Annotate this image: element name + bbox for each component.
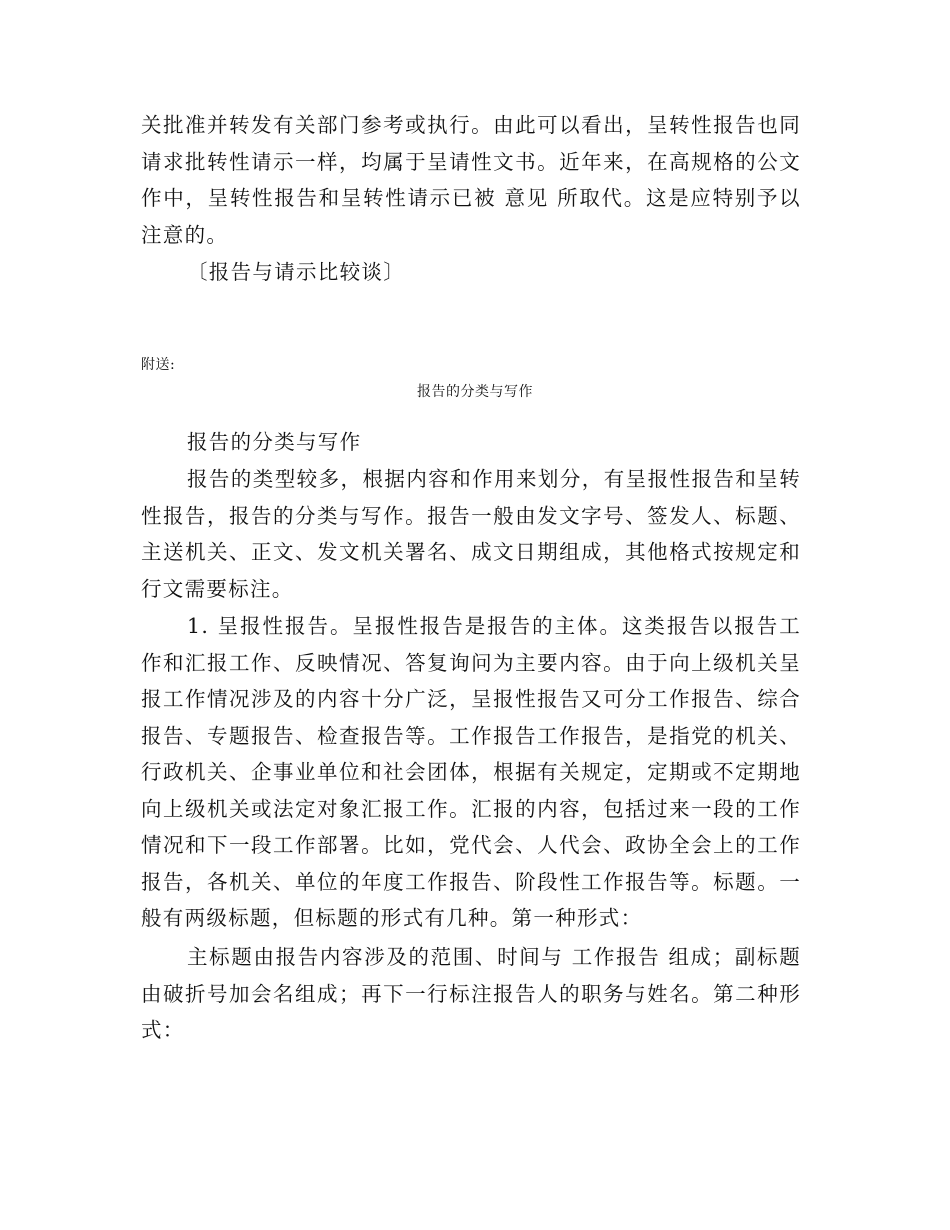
top-paragraph: 关批准并转发有关部门参考或执行。由此可以看出，呈转性报告也同请求批转性请示一样，均属于呈请性文书。近年来，在高规格的公文作中，呈转性报告和呈转性请示已被 意见 所取代。这是应特别予以注意的。 xyxy=(141,113,801,247)
paragraph-1: 报告的类型较多，根据内容和作用来划分，有呈报性报告和呈转性报告，报告的分类与写作。报告一般由发文字号、签发人、标题、主送机关、正文、发文机关署名、成文日期组成，其他格式按规定和行文需要标注。 xyxy=(141,467,801,601)
appendix-title: 报告的分类与写作 xyxy=(417,384,533,400)
appendix-label: 附送: xyxy=(141,357,176,373)
source-note: 〔报告与请示比较谈〕 xyxy=(187,260,405,284)
paragraph-3: 主标题由报告内容涉及的范围、时间与 工作报告 组成；副标题由破折号加会名组成；再下一行标注报告人的职务与姓名。第二种形式： xyxy=(141,945,801,1042)
section-heading: 报告的分类与写作 xyxy=(187,430,362,454)
paragraph-2: 1. 呈报性报告。呈报性报告是报告的主体。这类报告以报告工作和汇报工作、反映情况、答复询问为主要内容。由于向上级机关呈报工作情况涉及的内容十分广泛，呈报性报告又可分工作报告、综合报告、专题报告、检查报告等。工作报告工作报告，是指党的机关、行政机关、企事业单位和社会团体，根据有关规定，定期或不定期地向上级机关或法定对象汇报工作。汇报的内容，包括过来一段的工作情况和下一段工作部署。比如，党代会、人代会、政协全会上的工作报告，各机关、单位的年度工作报告、阶段性工作报告等。标题。一般有两级标题，但标题的形式有几种。第一种形式： xyxy=(141,614,801,930)
